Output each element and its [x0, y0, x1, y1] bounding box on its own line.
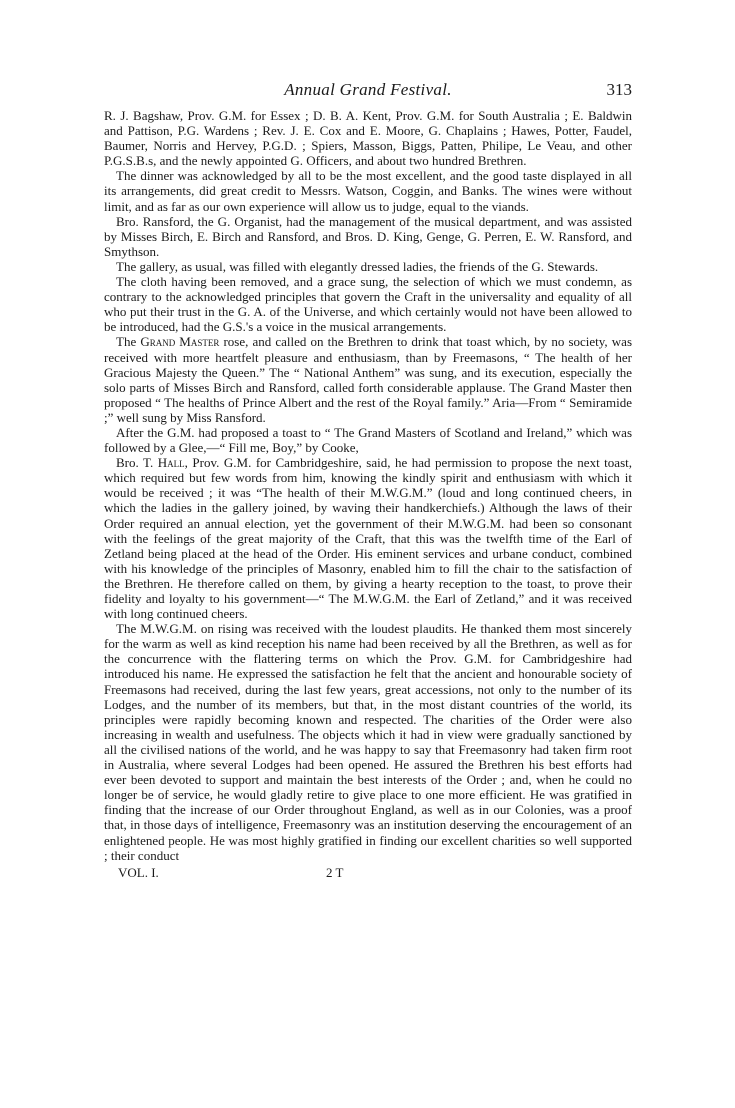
gm-before: The	[116, 334, 141, 350]
paragraph-dinner: The dinner was acknowledged by all to be the most excellent, and the good taste displayed in all its arrangements, did great credit to Messrs. Watson, Coggin, and Banks. The wines were without limit, and as far as our own experience will allow us to judge, equal to the viands.	[104, 168, 632, 214]
paragraph-attendees: R. J. Bagshaw, Prov. G.M. for Essex ; D. B. A. Kent, Prov. G.M. for South Australia ; E. Baldwin and Pattison, P.G. Wardens ; Rev. J. E. Cox and E. Moore, G. Chaplains ; Hawes, Potter, Faudel, Baumer, Norris and Hervey, P.G.D. ; Spiers, Masson, Biggs, Patten, Philipe, Le Veau, and other P.G.S.B.s, and the newly appointed G. Officers, and about two hundred Brethren.	[104, 108, 632, 169]
paragraph-hall-toast	[104, 455, 632, 621]
hall-before: Bro. T.	[116, 455, 158, 471]
page-footer	[104, 865, 632, 883]
paragraph-music: Bro. Ransford, the G. Organist, had the management of the musical department, and was assisted by Misses Birch, E. Birch and Ransford, and Bros. D. King, Genge, G. Perren, E. W. Ransford, and Smythson.	[104, 213, 632, 259]
volume-label: VOL. I.	[118, 864, 159, 880]
body-text	[104, 108, 632, 863]
paragraph-scotland-ireland: After the G.M. had proposed a toast to “ The Grand Masters of Scotland and Ireland,” which was followed by a Glee,—“ Fill me, Boy,” by Cooke,	[104, 424, 632, 456]
paragraph-mwgm-reply: The M.W.G.M. on rising was received with the loudest plaudits. He thanked them most sincerely for the warm as well as kind reception his name had been received by all the Brethren, as well as for the concurrence with the flattering terms on which the Prov. G.M. for Cambridgeshire had introduced his name. He expressed the satisfaction he felt that the ancient and honourable society of Freemasons had received, during the last few years, great accessions, not only to the number of its Lodges, and the number of its members, but that, in the most distant countries of the world, its principles were rapidly becoming known and respected. The charities of the Order were also increasing in wealth and usefulness. The objects which it had in view were gradually sanctioned by all the civilised nations of the world, and he was happy to say that Freemasonry had taken firm root in Australia, where several Lodges had been opened. He assured the Brethren his best efforts had ever been devoted to support and maintain the best interests of the Order ; and, when he could no longer be of service, he would gladly retire to give place to one more efficient. He was gratified in finding that the increase of our Order throughout England, as well as in our Colonies, was a proof that, in those days of intelligence, Freemasonry was an institution deserving the encouragement of an enlightened people. He was most highly gratified in finding our excellent charities so well supported ; their conduct	[104, 621, 632, 863]
signature-mark: 2 T	[326, 864, 344, 880]
running-title: Annual Grand Festival.	[284, 80, 452, 99]
grand-master-label: Grand Master	[140, 334, 220, 350]
hall-label: Hall	[157, 455, 185, 471]
paragraph-grand-master-toast	[104, 334, 632, 425]
book-page	[104, 80, 632, 883]
paragraph-grace: The cloth having been removed, and a grace sung, the selection of which we must condemn, as contrary to the acknowledged principles that govern the Craft in the universality and equality of all who put their trust in the G. A. of the Universe, and which certainly would not have been allowed to be introduced, had the G.S.'s a voice in the musical arrangements.	[104, 274, 632, 335]
gm-after: rose, and called on the Brethren to drink that toast which, by no society, was received with more heartfelt pleasure and enthusiasm, than by Freemasons, “ The health of her Gracious Majesty the Queen.” The “ National Anthem” was sung, and its execution, especially the solo parts of Misses Birch and Ransford, called forth considerable applause. The Grand Master then proposed “ The healths of Prince Albert and the rest of the Royal family.” Aria—From “ Semiramide ;” well sung by Miss Ransford.	[104, 334, 633, 425]
page-number: 313	[606, 80, 632, 99]
running-head	[104, 80, 632, 102]
paragraph-gallery: The gallery, as usual, was filled with elegantly dressed ladies, the friends of the G. Stewards.	[116, 258, 599, 274]
hall-after: , Prov. G.M. for Cambridgeshire, said, he had permission to propose the next toast, which required but few words from him, knowing the kindly spirit and enthusiasm with which it would be received ; it was “The health of their M.W.G.M.” (loud and long continued cheers, in which the ladies in the gallery joined, by waving their handkerchiefs.) Although the laws of their Order required an annual election, yet the government of their M.W.G.M. had been so consonant with the feelings of the great majority of the Craft, that this was the twelfth time of the Earl of Zetland being placed at the head of the Order. His eminent services and urbane conduct, combined with his knowledge of the principles of Masonry, enabled him to fill the chair to the satisfaction of the Brethren. He therefore called on them, by giving a hearty reception to the toast, to prove their fidelity and loyalty to his government—“ The M.W.G.M. the Earl of Zetland,” and it was received with long continued cheers.	[104, 455, 632, 622]
